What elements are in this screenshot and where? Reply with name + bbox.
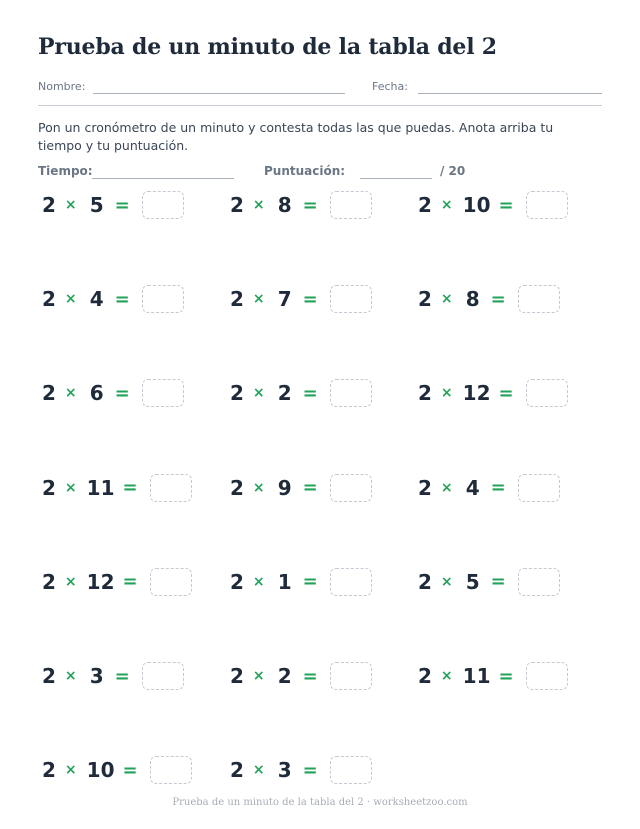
multiplicand: 2	[418, 381, 432, 406]
equals-sign: =	[302, 288, 318, 310]
time-label: Tiempo:	[38, 164, 93, 178]
multiplier: 6	[89, 381, 104, 406]
answer-box[interactable]	[330, 379, 372, 407]
answer-box[interactable]	[330, 662, 372, 690]
multiplier: 10	[86, 758, 115, 783]
problem-item	[42, 659, 184, 693]
multiplicand: 2	[418, 287, 432, 312]
equals-sign: =	[498, 665, 514, 687]
equals-sign: =	[302, 477, 318, 499]
times-sign: ×	[64, 668, 77, 684]
score-field-line[interactable]	[360, 178, 432, 179]
times-sign: ×	[440, 479, 453, 496]
score-row	[38, 164, 602, 184]
answer-box[interactable]	[518, 285, 560, 313]
instructions-text: Pon un cronómetro de un minuto y contesta todas las que puedas. Anota arriba tu tiempo y tu puntuación.	[38, 120, 554, 153]
problem-item	[42, 188, 184, 222]
multiplier: 1	[277, 569, 292, 594]
multiplicand: 2	[230, 758, 244, 783]
equals-sign: =	[498, 382, 514, 404]
equals-sign: =	[114, 288, 130, 310]
multiplier: 12	[462, 381, 491, 406]
times-sign: ×	[64, 479, 77, 496]
multiplier: 3	[277, 758, 292, 783]
times-sign: ×	[252, 385, 265, 402]
answer-box[interactable]	[150, 756, 192, 784]
multiplier: 7	[277, 287, 292, 312]
multiplier: 5	[89, 193, 104, 217]
equals-sign: =	[114, 665, 130, 687]
multiplicand: 2	[42, 569, 56, 594]
equals-sign: =	[302, 759, 318, 781]
times-sign: ×	[252, 479, 265, 496]
times-sign: ×	[440, 385, 453, 402]
times-sign: ×	[440, 573, 453, 590]
multiplier: 3	[89, 664, 104, 688]
date-field-line[interactable]	[418, 93, 602, 94]
times-sign: ×	[440, 668, 453, 684]
answer-box[interactable]	[142, 662, 184, 690]
page-title: Prueba de un minuto de la tabla del 2	[38, 34, 497, 60]
problem-item	[418, 376, 568, 410]
multiplicand: 2	[418, 569, 432, 594]
multiplier: 9	[277, 475, 292, 500]
answer-box[interactable]	[150, 474, 192, 502]
problem-item	[42, 376, 184, 410]
equals-sign: =	[114, 194, 130, 216]
multiplicand: 2	[230, 569, 244, 594]
multiplicand: 2	[42, 381, 56, 406]
equals-sign: =	[114, 382, 130, 404]
multiplier: 8	[465, 287, 480, 312]
problem-item	[42, 282, 184, 316]
times-sign: ×	[440, 197, 453, 213]
score-total: / 20	[440, 164, 466, 178]
times-sign: ×	[252, 291, 265, 308]
problem-item	[418, 471, 560, 505]
answer-box[interactable]	[526, 662, 568, 690]
multiplicand: 2	[418, 664, 432, 688]
problem-item	[230, 282, 372, 316]
equals-sign: =	[302, 382, 318, 404]
multiplicand: 2	[42, 664, 56, 688]
multiplier: 4	[465, 475, 480, 500]
score-label: Puntuación:	[264, 164, 346, 178]
problem-item	[230, 753, 372, 787]
multiplier: 2	[277, 381, 292, 406]
multiplier: 2	[277, 664, 292, 688]
multiplicand: 2	[230, 475, 244, 500]
multiplicand: 2	[418, 475, 432, 500]
date-label: Fecha:	[372, 80, 408, 93]
answer-box[interactable]	[526, 379, 568, 407]
equals-sign: =	[302, 665, 318, 687]
problem-item	[230, 376, 372, 410]
multiplier: 11	[86, 475, 115, 500]
multiplier: 12	[86, 569, 115, 594]
multiplier: 8	[277, 193, 292, 217]
problem-item	[230, 565, 372, 599]
answer-box[interactable]	[330, 756, 372, 784]
times-sign: ×	[64, 291, 77, 308]
equals-sign: =	[490, 477, 506, 499]
name-field-line[interactable]	[93, 93, 345, 94]
equals-sign: =	[122, 759, 138, 781]
equals-sign: =	[302, 194, 318, 216]
answer-box[interactable]	[330, 474, 372, 502]
equals-sign: =	[122, 477, 138, 499]
answer-box[interactable]	[142, 379, 184, 407]
times-sign: ×	[64, 573, 77, 590]
multiplicand: 2	[230, 381, 244, 406]
answer-box[interactable]	[142, 285, 184, 313]
footer-text: Prueba de un minuto de la tabla del 2 · worksheetzoo.com	[172, 797, 468, 808]
times-sign: ×	[252, 573, 265, 590]
name-date-row	[38, 80, 602, 100]
problem-item	[42, 471, 192, 505]
problem-item	[418, 188, 568, 222]
times-sign: ×	[252, 668, 265, 684]
problem-item	[418, 565, 560, 599]
answer-box[interactable]	[526, 191, 568, 219]
answer-box[interactable]	[150, 568, 192, 596]
multiplicand: 2	[230, 287, 244, 312]
answer-box[interactable]	[518, 568, 560, 596]
multiplicand: 2	[42, 758, 56, 783]
problem-item	[230, 659, 372, 693]
equals-sign: =	[122, 571, 138, 593]
name-label: Nombre:	[38, 80, 86, 93]
multiplier: 11	[462, 664, 491, 688]
answer-box[interactable]	[330, 285, 372, 313]
problem-item	[418, 282, 560, 316]
answer-box[interactable]	[518, 474, 560, 502]
problem-item	[230, 188, 372, 222]
equals-sign: =	[498, 194, 514, 216]
problem-item	[418, 659, 568, 693]
times-sign: ×	[252, 762, 265, 779]
answer-box[interactable]	[330, 191, 372, 219]
multiplicand: 2	[42, 287, 56, 312]
multiplier: 10	[462, 193, 491, 217]
times-sign: ×	[64, 197, 77, 213]
multiplicand: 2	[418, 193, 432, 217]
header-divider	[38, 105, 602, 106]
answer-box[interactable]	[330, 568, 372, 596]
multiplicand: 2	[42, 193, 56, 217]
multiplier: 5	[465, 569, 480, 594]
answer-box[interactable]	[142, 191, 184, 219]
multiplicand: 2	[42, 475, 56, 500]
multiplicand: 2	[230, 193, 244, 217]
times-sign: ×	[64, 762, 77, 779]
equals-sign: =	[490, 571, 506, 593]
time-field-line[interactable]	[92, 178, 234, 179]
problem-item	[42, 753, 192, 787]
problem-item	[230, 471, 372, 505]
times-sign: ×	[252, 197, 265, 213]
multiplicand: 2	[230, 664, 244, 688]
multiplier: 4	[89, 287, 104, 312]
equals-sign: =	[490, 288, 506, 310]
times-sign: ×	[440, 291, 453, 308]
equals-sign: =	[302, 571, 318, 593]
times-sign: ×	[64, 385, 77, 402]
problem-item	[42, 565, 192, 599]
